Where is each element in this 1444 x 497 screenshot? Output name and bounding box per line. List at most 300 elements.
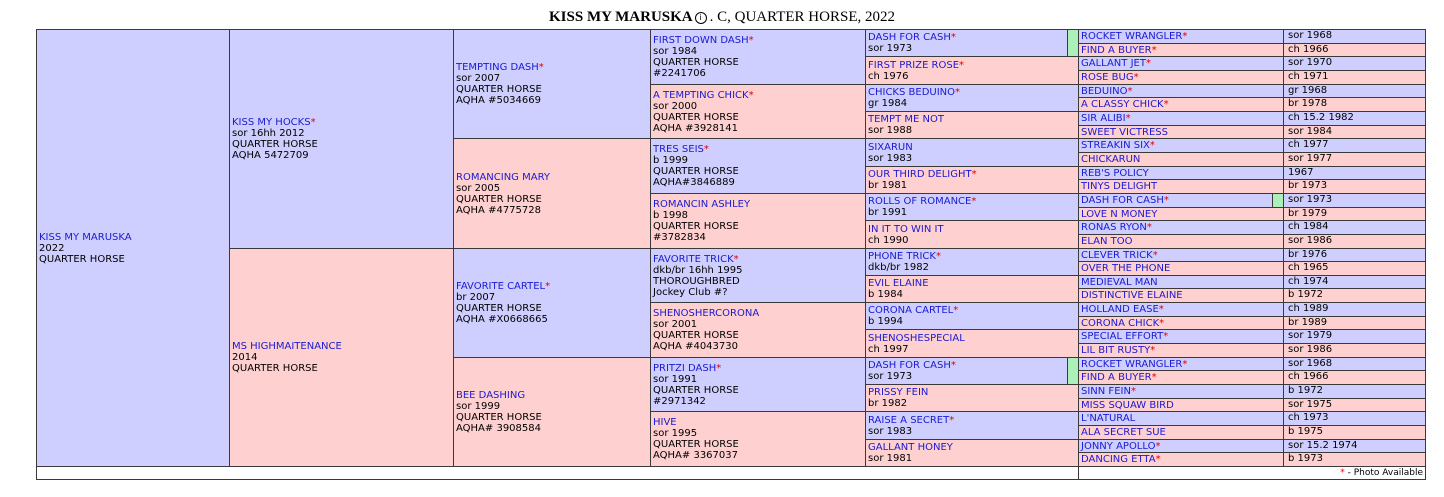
- inbreeding-marker: [1272, 194, 1283, 207]
- horse-name-link[interactable]: DANCING ETTA: [1081, 454, 1156, 465]
- horse-name-line: [1081, 236, 1281, 247]
- horse-detail: QUARTER HORSE: [653, 57, 739, 68]
- photo-star-icon[interactable]: *: [1158, 304, 1164, 315]
- photo-star-icon[interactable]: *: [748, 35, 754, 46]
- horse-name-link[interactable]: SWEET VICTRESS: [1081, 126, 1169, 138]
- horse-cell-g5: [865, 84, 1079, 112]
- horse-cell-content: [1081, 194, 1281, 207]
- year-cell: [1283, 329, 1426, 344]
- horse-name-line: [653, 199, 863, 210]
- horse-name-link[interactable]: GALLANT HONEY: [868, 442, 953, 453]
- horse-name-line: [1081, 413, 1281, 424]
- horse-detail: QUARTER HORSE: [456, 303, 542, 314]
- horse-name-link[interactable]: DASH FOR CASH: [868, 32, 951, 43]
- horse-cell-content: [868, 57, 1064, 84]
- horse-name-link[interactable]: REB'S POLICY: [1081, 167, 1149, 179]
- horse-detail: br 1982: [868, 398, 908, 409]
- year-cell: [1283, 125, 1426, 139]
- horse-name-link[interactable]: FIND A BUYER: [1081, 372, 1152, 383]
- year-cell: [1283, 193, 1426, 208]
- horse-detail: AQHA 5472709: [232, 150, 309, 161]
- horse-cell-g6: [1078, 411, 1284, 426]
- horse-name-link[interactable]: MS HIGHMAITENANCE: [232, 341, 342, 352]
- horse-name-link[interactable]: CHICKARUN: [1081, 154, 1141, 165]
- horse-cell-g5: [865, 302, 1079, 330]
- horse-detail: sor 16hh 2012: [232, 128, 305, 139]
- horse-name-line: [868, 333, 1064, 344]
- horse-name-link[interactable]: TEMPT ME NOT: [868, 114, 944, 125]
- photo-star-icon[interactable]: *: [748, 89, 754, 101]
- horse-name-line: [1081, 58, 1281, 69]
- horse-cell-g5: [865, 29, 1079, 57]
- horse-cell-g4: [650, 84, 866, 139]
- year-cell: [1283, 111, 1426, 126]
- horse-name-line: [653, 417, 863, 428]
- horse-year: b 1972: [1288, 385, 1323, 396]
- horse-name-line: [868, 305, 1064, 316]
- photo-star-icon[interactable]: *: [950, 360, 956, 371]
- horse-year: b 1975: [1288, 426, 1323, 437]
- horse-cell-g6: [1078, 425, 1284, 440]
- horse-cell-content: [1081, 98, 1281, 111]
- horse-detail: sor 1981: [868, 453, 913, 464]
- photo-star-icon[interactable]: *: [703, 144, 709, 155]
- horse-cell-g6: [1078, 207, 1284, 221]
- photo-star-icon[interactable]: *: [1152, 249, 1158, 261]
- legend-text: - Photo Available: [1344, 468, 1423, 478]
- horse-detail: br 2007: [456, 292, 496, 303]
- horse-name-link[interactable]: PRISSY FEIN: [868, 387, 929, 398]
- horse-cell-g6: [1078, 439, 1284, 453]
- horse-detail: QUARTER HORSE: [653, 330, 739, 341]
- horse-cell-g5: [865, 138, 1079, 167]
- horse-cell-g6: [1078, 29, 1284, 44]
- horse-cell-content: [1081, 289, 1281, 302]
- photo-star-icon[interactable]: *: [1127, 85, 1133, 97]
- photo-legend: [1340, 468, 1423, 479]
- photo-star-icon[interactable]: *: [1163, 195, 1169, 206]
- year-cell: [1283, 439, 1426, 453]
- horse-name-link[interactable]: L'NATURAL: [1081, 413, 1136, 424]
- photo-star-icon[interactable]: *: [1130, 386, 1136, 397]
- horse-cell-content: [653, 194, 863, 248]
- horse-cell-g6: [1078, 261, 1284, 276]
- horse-name-link[interactable]: ROSE BUG: [1081, 72, 1134, 83]
- horse-name-link[interactable]: SIR ALIBI: [1081, 113, 1126, 124]
- horse-cell-content: [1081, 317, 1281, 329]
- horse-cell-content: [868, 440, 1064, 466]
- horse-name-link[interactable]: TINYS DELIGHT: [1081, 181, 1158, 192]
- horse-detail: QUARTER HORSE: [653, 221, 739, 232]
- horse-name-line: [1081, 441, 1281, 452]
- horse-cell-content: [1081, 330, 1281, 343]
- horse-name-line: [868, 114, 1064, 125]
- horse-detail: sor 1991: [653, 373, 698, 385]
- horse-cell-content: [868, 194, 1064, 220]
- horse-year: ch 1965: [1288, 262, 1329, 273]
- horse-name-line: [868, 87, 1064, 98]
- horse-cell-content: [868, 85, 1064, 111]
- horse-detail: THOROUGHBRED: [653, 275, 740, 287]
- horse-cell-content: [1081, 57, 1281, 70]
- photo-star-icon[interactable]: *: [971, 169, 977, 180]
- horse-name-link[interactable]: SPECIAL EFFORT: [1081, 331, 1164, 342]
- horse-name-link[interactable]: LIL BIT RUSTY: [1081, 345, 1151, 356]
- horse-name-line: [653, 254, 863, 265]
- year-cell: [1283, 220, 1426, 235]
- horse-detail: QUARTER HORSE: [653, 384, 739, 396]
- horse-name-line: [868, 442, 1064, 453]
- horse-cell-g3: [453, 357, 651, 467]
- horse-cell-content: [868, 112, 1064, 138]
- horse-detail: ch 1976: [868, 70, 909, 82]
- year-cell: [1283, 43, 1426, 57]
- horse-detail: AQHA #5034669: [456, 95, 541, 106]
- horse-name-link[interactable]: SHENOSHESPECIAL: [868, 332, 965, 344]
- horse-detail: QUARTER HORSE: [232, 139, 318, 150]
- horse-name-link[interactable]: FIRST PRIZE ROSE: [868, 59, 960, 71]
- footer-divider: [1078, 467, 1079, 479]
- pedigree-footer: [36, 466, 1426, 480]
- horse-name-link[interactable]: LOVE N MONEY: [1081, 208, 1158, 220]
- horse-name-line: [653, 35, 863, 46]
- horse-name-link[interactable]: CLEVER TRICK: [1081, 249, 1153, 261]
- horse-name-link[interactable]: CORONA CARTEL: [868, 305, 954, 316]
- horse-cell-g6: [1078, 302, 1284, 317]
- horse-year: b 1972: [1288, 289, 1323, 300]
- horse-detail: QUARTER HORSE: [456, 193, 542, 205]
- horse-name-link[interactable]: TEMPTING DASH: [456, 62, 539, 73]
- horse-cell-g3: [453, 138, 651, 249]
- horse-cell-content: [232, 30, 451, 248]
- horse-year: 1967: [1288, 167, 1314, 178]
- photo-star-icon[interactable]: *: [310, 117, 316, 128]
- horse-name-link[interactable]: EVIL ELAINE: [868, 278, 929, 289]
- horse-name-line: [1081, 250, 1281, 261]
- photo-star-icon[interactable]: *: [1163, 331, 1169, 342]
- horse-name-line: [868, 278, 1064, 289]
- horse-year: sor 1977: [1288, 153, 1333, 164]
- horse-name-link[interactable]: RONAS RYON: [1081, 222, 1147, 233]
- year-cell: [1283, 97, 1426, 112]
- horse-cell-g5: [865, 56, 1079, 85]
- horse-cell-content: [868, 276, 1064, 302]
- year-cell: [1283, 166, 1426, 180]
- photo-star-icon[interactable]: *: [1163, 99, 1169, 110]
- horse-name-link[interactable]: BEDUINO: [1081, 85, 1128, 97]
- horse-name-line: [456, 390, 648, 401]
- horse-name-link[interactable]: KISS MY HOCKS: [232, 117, 311, 128]
- horse-name-line: [1081, 345, 1281, 356]
- photo-star-icon[interactable]: *: [1155, 454, 1161, 465]
- horse-cell-g6: [1078, 357, 1284, 371]
- horse-name-link[interactable]: FAVORITE CARTEL: [456, 281, 546, 292]
- horse-name-line: [39, 232, 227, 243]
- horse-cell-content: [456, 358, 648, 466]
- year-cell: [1283, 84, 1426, 98]
- horse-cell-content: [1081, 385, 1281, 398]
- horse-year: br 1978: [1288, 98, 1328, 109]
- horse-cell-g6: [1078, 138, 1284, 153]
- year-cell: [1283, 452, 1426, 467]
- photo-star-icon[interactable]: *: [1159, 317, 1165, 329]
- horse-year: sor 15.2 1974: [1288, 440, 1358, 451]
- horse-name-link[interactable]: SIXARUN: [868, 141, 913, 153]
- horse-name-link[interactable]: STREAKIN SIX: [1081, 140, 1150, 151]
- horse-cell-content: [1081, 153, 1281, 166]
- horse-name-link[interactable]: MEDIEVAL MAN: [1081, 276, 1158, 288]
- horse-detail: sor 1984: [653, 46, 698, 57]
- horse-cell-content: [456, 249, 648, 357]
- horse-detail: #3782834: [653, 232, 706, 243]
- horse-name-link[interactable]: GALLANT JET: [1081, 58, 1146, 69]
- photo-star-icon[interactable]: *: [1149, 140, 1155, 151]
- horse-detail: sor 2001: [653, 319, 698, 330]
- photo-star-icon[interactable]: *: [1151, 372, 1157, 383]
- horse-detail: sor 1983: [868, 425, 913, 437]
- photo-star-icon[interactable]: *: [545, 281, 551, 292]
- horse-name-link[interactable]: A CLASSY CHICK: [1081, 99, 1164, 110]
- horse-detail: gr 1984: [868, 98, 908, 109]
- photo-star-icon[interactable]: *: [935, 251, 941, 262]
- horse-cell-content: [1081, 180, 1281, 193]
- horse-detail: QUARTER HORSE: [232, 363, 318, 374]
- horse-name-line: [456, 62, 648, 73]
- horse-detail: b 1999: [653, 155, 688, 166]
- horse-name-line: [1081, 222, 1281, 233]
- horse-year: b 1973: [1288, 453, 1323, 464]
- horse-cell-content: [868, 303, 1064, 329]
- info-icon[interactable]: i: [695, 12, 707, 24]
- horse-cell-content: [653, 85, 863, 138]
- horse-cell-content: [653, 412, 863, 466]
- horse-cell-g2: [229, 29, 454, 249]
- horse-name-link[interactable]: CHICKS BEDUINO: [868, 87, 956, 98]
- horse-detail: 2014: [232, 352, 258, 363]
- horse-name-line: [1081, 209, 1281, 220]
- horse-year: ch 1973: [1288, 412, 1329, 423]
- horse-name-link[interactable]: DASH FOR CASH: [1081, 195, 1164, 206]
- horse-name-line: [1081, 290, 1281, 301]
- horse-name-line: [1081, 359, 1281, 370]
- horse-name-line: [1081, 195, 1281, 206]
- horse-detail: sor 1995: [653, 428, 698, 439]
- horse-cell-g6: [1078, 97, 1284, 112]
- horse-cell-g6: [1078, 111, 1284, 126]
- horse-cell-content: [1081, 358, 1281, 370]
- horse-name-line: [868, 387, 1064, 398]
- horse-name-line: [868, 224, 1064, 235]
- horse-name-link[interactable]: MISS SQUAW BIRD: [1081, 399, 1174, 411]
- horse-name-line: [1081, 304, 1281, 315]
- horse-name-link[interactable]: HOLLAND EASE: [1081, 304, 1159, 315]
- horse-cell-g5: [865, 248, 1079, 276]
- horse-cell-content: [1081, 126, 1281, 138]
- horse-cell-g6: [1078, 248, 1284, 262]
- horse-detail: br 1991: [868, 207, 908, 218]
- horse-cell-content: [1081, 221, 1281, 234]
- photo-star-icon[interactable]: *: [950, 32, 956, 43]
- horse-cell-g6: [1078, 329, 1284, 344]
- horse-name-line: [1081, 372, 1281, 383]
- horse-year: ch 15.2 1982: [1288, 112, 1354, 123]
- photo-star-icon[interactable]: *: [538, 62, 544, 73]
- horse-name-link[interactable]: FIND A BUYER: [1081, 44, 1152, 56]
- horse-name-line: [653, 308, 863, 319]
- photo-star-icon[interactable]: *: [971, 196, 977, 207]
- horse-year: br 1979: [1288, 208, 1328, 219]
- year-cell: [1283, 207, 1426, 221]
- photo-star-icon[interactable]: *: [716, 362, 722, 374]
- horse-cell-g6: [1078, 166, 1284, 180]
- title-horse-name[interactable]: KISS MY MARUSKA: [549, 9, 693, 25]
- horse-name-link[interactable]: FAVORITE TRICK: [653, 253, 734, 265]
- horse-detail: AQHA #4775728: [456, 204, 541, 216]
- horse-detail: sor 1999: [456, 401, 501, 412]
- photo-star-icon[interactable]: *: [1155, 440, 1161, 452]
- horse-name-link[interactable]: KISS MY MARUSKA: [39, 231, 132, 243]
- horse-year: ch 1974: [1288, 276, 1329, 287]
- horse-cell-g6: [1078, 70, 1284, 85]
- horse-name-line: [456, 172, 648, 183]
- horse-name-line: [232, 341, 451, 352]
- horse-name-link[interactable]: FIRST DOWN DASH: [653, 35, 749, 46]
- photo-star-icon[interactable]: *: [953, 305, 959, 316]
- horse-cell-content: [868, 30, 1064, 56]
- horse-cell-content: [653, 139, 863, 193]
- horse-detail: QUARTER HORSE: [653, 439, 739, 450]
- horse-detail: QUARTER HORSE: [653, 166, 739, 177]
- year-cell: [1283, 357, 1426, 371]
- year-cell: [1283, 56, 1426, 71]
- photo-star-icon[interactable]: *: [1125, 113, 1131, 124]
- horse-year: ch 1977: [1288, 139, 1329, 150]
- horse-cell-g6: [1078, 43, 1284, 57]
- photo-star-icon[interactable]: *: [1151, 44, 1157, 56]
- horse-name-link[interactable]: JONNY APOLLO: [1081, 440, 1156, 452]
- photo-star-icon[interactable]: *: [1150, 345, 1156, 356]
- horse-name-link[interactable]: RAISE A SECRET: [868, 414, 950, 426]
- year-cell: [1283, 316, 1426, 330]
- page-title: [0, 9, 1444, 26]
- horse-name-link[interactable]: ALA SECRET SUE: [1081, 427, 1166, 438]
- horse-cell-content: [1081, 440, 1281, 452]
- horse-name-link[interactable]: ELAN TOO: [1081, 236, 1133, 247]
- horse-detail: AQHA #X0668665: [456, 314, 548, 325]
- photo-star-icon[interactable]: *: [949, 414, 955, 426]
- photo-star-icon[interactable]: *: [1133, 72, 1139, 83]
- inbreeding-marker: [1067, 358, 1078, 384]
- photo-star-icon[interactable]: *: [1182, 358, 1188, 370]
- horse-name-link[interactable]: HIVE: [653, 417, 677, 428]
- horse-cell-g3: [453, 29, 651, 139]
- horse-cell-g4: [650, 411, 866, 467]
- photo-star-icon[interactable]: *: [959, 59, 965, 71]
- horse-name-link[interactable]: ROMANCIN ASHLEY: [653, 199, 751, 210]
- horse-detail: sor 2005: [456, 182, 501, 194]
- horse-cell-g5: [865, 384, 1079, 412]
- horse-detail: QUARTER HORSE: [456, 412, 542, 423]
- horse-year: gr 1968: [1288, 85, 1328, 96]
- horse-cell-g4: [650, 29, 866, 85]
- horse-name-link[interactable]: OUR THIRD DELIGHT: [868, 169, 972, 180]
- year-cell: [1283, 179, 1426, 194]
- horse-detail: QUARTER HORSE: [456, 84, 542, 95]
- horse-detail: dkb/br 1982: [868, 262, 929, 273]
- year-cell: [1283, 384, 1426, 399]
- year-cell: [1283, 343, 1426, 358]
- horse-cell-content: [868, 249, 1064, 275]
- horse-cell-g6: [1078, 56, 1284, 71]
- photo-star-icon[interactable]: *: [1145, 58, 1151, 69]
- horse-name-link[interactable]: SHENOSHERCORONA: [653, 308, 760, 319]
- horse-name-link[interactable]: PHONE TRICK: [868, 251, 936, 262]
- horse-name-link[interactable]: DASH FOR CASH: [868, 360, 951, 371]
- horse-cell-g5: [865, 439, 1079, 467]
- horse-name-link[interactable]: ROMANCING MARY: [456, 171, 550, 183]
- horse-name-link[interactable]: IN IT TO WIN IT: [868, 223, 944, 235]
- horse-detail: AQHA# 3367037: [653, 450, 738, 461]
- horse-name-link[interactable]: PRITZI DASH: [653, 362, 717, 374]
- horse-name-line: [232, 117, 451, 128]
- horse-cell-g4: [650, 248, 866, 303]
- horse-name-line: [868, 251, 1064, 262]
- horse-cell-g3: [453, 248, 651, 358]
- horse-name-link[interactable]: BEE DASHING: [456, 390, 526, 401]
- horse-name-line: [868, 415, 1064, 426]
- horse-cell-content: [1081, 412, 1281, 425]
- horse-year: sor 1968: [1288, 358, 1333, 369]
- horse-name-line: [1081, 427, 1281, 438]
- horse-year: ch 1966: [1288, 371, 1329, 382]
- horse-cell-content: [456, 30, 648, 138]
- horse-cell-content: [1081, 208, 1281, 220]
- horse-name-link[interactable]: ROCKET WRANGLER: [1081, 358, 1183, 370]
- horse-cell-content: [653, 249, 863, 302]
- horse-detail: Jockey Club #?: [653, 286, 728, 298]
- horse-name-line: [1081, 400, 1281, 411]
- title-details: . C, QUARTER HORSE, 2022: [709, 9, 895, 25]
- horse-name-link[interactable]: CORONA CHICK: [1081, 317, 1160, 329]
- horse-cell-content: [1081, 71, 1281, 84]
- photo-star-icon[interactable]: *: [733, 253, 739, 265]
- photo-star-icon[interactable]: *: [1182, 31, 1188, 42]
- horse-cell-content: [1081, 344, 1281, 357]
- horse-name-line: [1081, 140, 1281, 151]
- horse-detail: sor 1983: [868, 152, 913, 164]
- horse-name-link[interactable]: ROLLS OF ROMANCE: [868, 196, 972, 207]
- horse-cell-content: [1081, 249, 1281, 261]
- horse-cell-content: [1081, 139, 1281, 152]
- horse-cell-g6: [1078, 288, 1284, 303]
- horse-name-link[interactable]: SINN FEIN: [1081, 386, 1131, 397]
- photo-star-icon[interactable]: *: [955, 87, 961, 98]
- horse-cell-g2: [229, 248, 454, 467]
- horse-year: sor 1973: [1288, 194, 1333, 205]
- horse-name-link[interactable]: OVER THE PHONE: [1081, 263, 1171, 274]
- horse-cell-content: [1081, 112, 1281, 125]
- horse-name-link[interactable]: DISTINCTIVE ELAINE: [1081, 290, 1183, 301]
- horse-name-link[interactable]: A TEMPTING CHICK: [653, 89, 749, 101]
- horse-name-link[interactable]: ROCKET WRANGLER: [1081, 31, 1183, 42]
- horse-name-link[interactable]: TRES SEIS: [653, 144, 704, 155]
- horse-cell-g5: [865, 220, 1079, 249]
- horse-name-line: [653, 363, 863, 374]
- horse-cell-content: [1081, 235, 1281, 248]
- photo-star-icon[interactable]: *: [1146, 222, 1152, 233]
- horse-cell-content: [1081, 303, 1281, 316]
- horse-name-line: [868, 169, 1064, 180]
